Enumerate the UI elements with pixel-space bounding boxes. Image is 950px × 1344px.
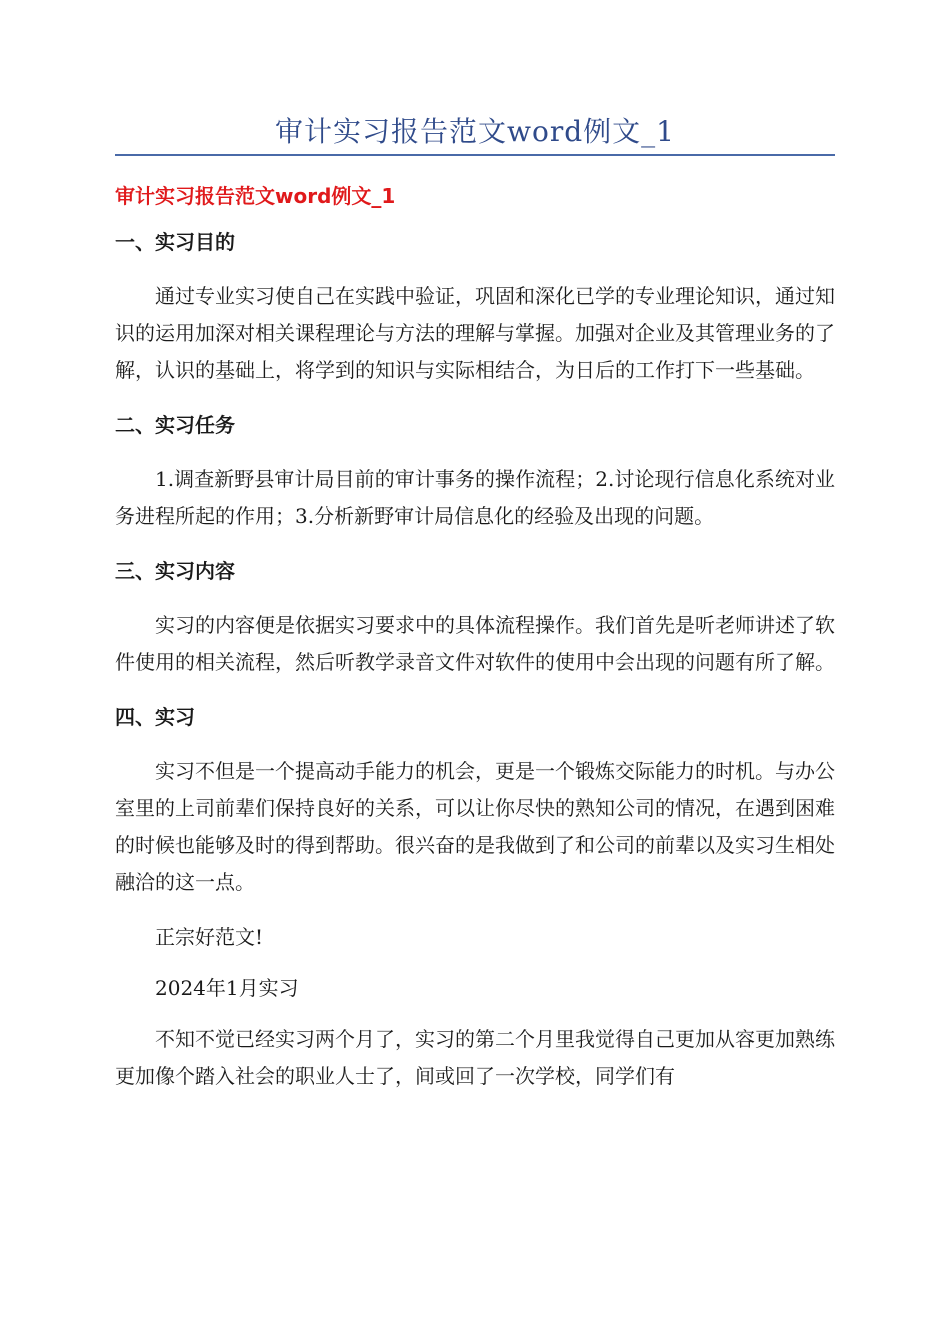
section-paragraph: 通过专业实习使自己在实践中验证，巩固和深化已学的专业理论知识，通过知识的运用加深对相关课程理论与方法的理解与掌握。加强对企业及其管理业务的了解，认识的基础上，将学到的知识与实际相结合，为日后的工作打下一些基础。 <box>115 284 835 382</box>
document-title: 审计实习报告范文word例文_1 <box>275 115 675 148</box>
section-paragraph: 实习不但是一个提高动手能力的机会，更是一个锻炼交际能力的时机。与办公室里的上司前辈们保持良好的关系，可以让你尽快的熟知公司的情况，在遇到困难的时候也能够及时的得到帮助。很兴奋的是我做到了和公司的前辈以及实习生相处融洽的这一点。 <box>115 759 835 894</box>
section-heading: 四、实习 <box>115 705 195 729</box>
section-heading: 三、实习内容 <box>115 559 235 583</box>
section-paragraph: 实习的内容便是依据实习要求中的具体流程操作。我们首先是听老师讲述了软件使用的相关流程，然后听教学录音文件对软件的使用中会出现的问题有所了解。 <box>115 613 835 674</box>
section-purpose <box>115 224 835 389</box>
document-subtitle: 审计实习报告范文word例文_1 <box>115 184 396 208</box>
document-body <box>115 178 835 1113</box>
continuation-paragraph: 不知不觉已经实习两个月了，实习的第二个月里我觉得自己更加从容更加熟练更加像个踏入社会的职业人士了，间或回了一次学校，同学们有 <box>115 1027 835 1088</box>
title-divider <box>115 154 835 156</box>
section-heading: 二、实习任务 <box>115 413 235 437</box>
closing-line: 正宗好范文! <box>155 925 264 949</box>
section-heading: 一、实习目的 <box>115 230 235 254</box>
date-line: 2024年1月实习 <box>155 976 299 1000</box>
section-paragraph: 1.调查新野县审计局目前的审计事务的操作流程；2.讨论现行信息化系统对业务进程所起的作用；3.分析新野审计局信息化的经验及出现的问题。 <box>115 467 835 528</box>
section-tasks <box>115 407 835 535</box>
section-internship <box>115 699 835 901</box>
section-content <box>115 553 835 681</box>
